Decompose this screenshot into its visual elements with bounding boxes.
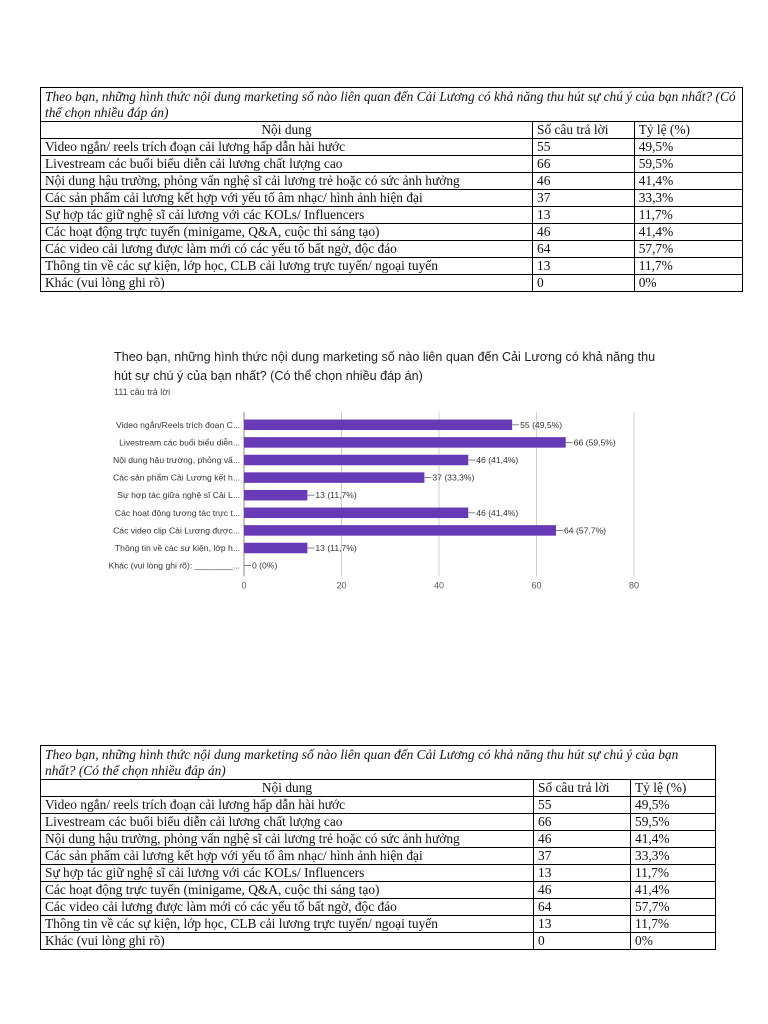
row-content-cell: Các sản phẩm cải lương kết hợp với yếu tố âm nhạc/ hình ảnh hiện đại — [41, 848, 534, 865]
data-label: 66 (59,5%) — [573, 437, 616, 448]
header-percent: Tỷ lệ (%) — [634, 122, 742, 139]
data-label: 0 (0%) — [252, 560, 278, 571]
table-row — [41, 865, 716, 882]
table-row — [41, 224, 743, 241]
row-count-cell: 37 — [533, 190, 635, 207]
row-count-cell: 55 — [534, 797, 631, 814]
row-content-cell: Livestream các buổi biểu diễn cải lương chất lượng cao — [41, 814, 534, 831]
row-percent-cell: 59,5% — [631, 814, 716, 831]
header-count: Số câu trả lời — [534, 780, 631, 797]
data-label: 13 (11,7%) — [315, 490, 357, 501]
row-count-cell: 46 — [534, 882, 631, 899]
row-content-cell: Các hoạt động trực tuyến (minigame, Q&A, cuộc thi sáng tạo) — [41, 882, 534, 899]
bar — [244, 543, 307, 554]
row-percent-cell: 11,7% — [634, 207, 742, 224]
header-content: Nội dung — [41, 122, 533, 139]
x-tick-label: 80 — [628, 580, 640, 591]
data-label: 37 (33,3%) — [432, 472, 475, 483]
header-row — [41, 780, 716, 797]
category-label: Sự hợp tác giữa nghệ sĩ Cải L... — [117, 490, 240, 501]
row-count-cell: 13 — [533, 207, 635, 224]
data-label: 46 (41,4%) — [476, 455, 519, 465]
row-count-cell: 46 — [533, 173, 635, 190]
table-row — [41, 275, 743, 292]
category-label: Thông tin về các sự kiện, lớp h... — [114, 543, 240, 553]
table-row — [41, 173, 743, 190]
row-count-cell: 37 — [534, 848, 631, 865]
bar-chart — [92, 336, 690, 614]
row-content-cell: Nội dung hậu trường, phỏng vấn nghệ sĩ cải lương trẻ hoặc có sức ảnh hưởng — [41, 831, 534, 848]
category-label: Khác (vui lòng ghi rõ): ________... — [108, 560, 240, 571]
header-content: Nội dung — [41, 780, 534, 797]
header-count: Số câu trả lời — [533, 122, 635, 139]
row-count-cell: 66 — [533, 156, 635, 173]
row-count-cell: 46 — [533, 224, 635, 241]
row-content-cell: Livestream các buổi biểu diễn cải lương chất lượng cao — [41, 156, 533, 173]
question-text: Theo bạn, những hình thức nội dung marketing số nào liên quan đến Cải Lương có khả năng thu hút sự chú ý của bạn nhất? (Có thể chọn nhiều đáp án) — [41, 88, 743, 122]
row-percent-cell: 11,7% — [631, 916, 716, 933]
bar — [244, 420, 512, 431]
x-tick-label: 20 — [336, 580, 347, 591]
row-content-cell: Thông tin về các sự kiện, lớp học, CLB cải lương trực tuyến/ ngoại tuyến — [41, 916, 534, 933]
bar — [244, 490, 307, 501]
row-percent-cell: 41,4% — [634, 173, 742, 190]
bar — [244, 508, 468, 519]
table-row — [41, 797, 716, 814]
survey-table-bottom — [40, 745, 716, 950]
table-row — [41, 831, 716, 848]
table-row — [41, 139, 743, 156]
survey-table-bottom-body — [41, 746, 716, 950]
row-percent-cell: 0% — [631, 933, 716, 950]
row-count-cell: 64 — [533, 241, 635, 258]
table-row — [41, 882, 716, 899]
row-percent-cell: 33,3% — [634, 190, 742, 207]
category-label: Livestream các buổi biểu diễn... — [119, 437, 240, 448]
row-percent-cell: 33,3% — [631, 848, 716, 865]
table-row — [41, 848, 716, 865]
row-percent-cell: 41,4% — [631, 882, 716, 899]
x-tick-label: 0 — [241, 580, 247, 591]
row-percent-cell: 59,5% — [634, 156, 742, 173]
bar — [244, 472, 424, 483]
row-count-cell: 66 — [534, 814, 631, 831]
chart-title: Theo bạn, những hình thức nội dung marketing số nào liên quan đến Cải Lương có khả năng thu hút sự chú ý của bạn nhất? (Có thể chọn nhiều đáp án) — [114, 350, 656, 383]
data-label: 55 (49,5%) — [520, 419, 563, 430]
table-row — [41, 156, 743, 173]
row-count-cell: 0 — [534, 933, 631, 950]
row-content-cell: Các video cải lương được làm mới có các yếu tố bất ngờ, độc đáo — [41, 899, 534, 916]
row-count-cell: 46 — [534, 831, 631, 848]
category-label: Các hoạt động tương tác trực t... — [114, 507, 240, 518]
row-percent-cell: 41,4% — [631, 831, 716, 848]
row-percent-cell: 0% — [634, 275, 742, 292]
row-count-cell: 55 — [533, 139, 635, 156]
row-content-cell: Sự hợp tác giữ nghệ sĩ cải lương với các KOLs/ Influencers — [41, 865, 534, 882]
row-content-cell: Khác (vui lòng ghi rõ) — [41, 275, 533, 292]
survey-table-top — [40, 87, 743, 292]
header-percent: Tỷ lệ (%) — [631, 780, 716, 797]
table-row — [41, 241, 743, 258]
x-tick-label: 60 — [531, 580, 542, 591]
question-row — [41, 88, 743, 122]
row-percent-cell: 41,4% — [634, 224, 742, 241]
table-row — [41, 933, 716, 950]
category-label: Nội dung hậu trường, phỏng vấ... — [112, 455, 240, 465]
x-tick-label: 40 — [433, 580, 445, 591]
row-content-cell: Thông tin về các sự kiện, lớp học, CLB cải lương trực tuyến/ ngoại tuyến — [41, 258, 533, 275]
row-count-cell: 13 — [533, 258, 635, 275]
table-row — [41, 258, 743, 275]
row-content-cell: Các hoạt động trực tuyến (minigame, Q&A, cuộc thi sáng tạo) — [41, 224, 533, 241]
data-label: 64 (57,7%) — [564, 525, 607, 536]
table-row — [41, 207, 743, 224]
survey-table-top-body — [41, 88, 743, 292]
row-content-cell: Các sản phẩm cải lương kết hợp với yếu tố âm nhạc/ hình ảnh hiện đại — [41, 190, 533, 207]
row-count-cell: 0 — [533, 275, 635, 292]
header-row — [41, 122, 743, 139]
row-percent-cell: 57,7% — [634, 241, 742, 258]
row-count-cell: 13 — [534, 916, 631, 933]
chart-canvas — [92, 336, 690, 614]
row-count-cell: 13 — [534, 865, 631, 882]
table-row — [41, 899, 716, 916]
data-label: 46 (41,4%) — [476, 507, 519, 518]
bar — [244, 437, 566, 448]
row-content-cell: Nội dung hậu trường, phỏng vấn nghệ sĩ cải lương trẻ hoặc có sức ảnh hưởng — [41, 173, 533, 190]
row-percent-cell: 57,7% — [631, 899, 716, 916]
data-label: 13 (11,7%) — [315, 543, 357, 553]
row-percent-cell: 49,5% — [631, 797, 716, 814]
table-row — [41, 916, 716, 933]
chart-subtitle: 111 câu trả lời — [114, 387, 171, 397]
bar — [244, 455, 468, 466]
category-label: Các sản phẩm Cải Lương kết h... — [113, 472, 240, 483]
question-text: Theo bạn, những hình thức nội dung marketing số nào liên quan đến Cải Lương có khả năng thu hút sự chú ý của bạn nhất? (Có thể chọn nhiều đáp án) — [41, 746, 716, 780]
row-count-cell: 64 — [534, 899, 631, 916]
row-content-cell: Các video cải lương được làm mới có các yếu tố bất ngờ, độc đáo — [41, 241, 533, 258]
table-row — [41, 814, 716, 831]
row-content-cell: Khác (vui lòng ghi rõ) — [41, 933, 534, 950]
row-percent-cell: 49,5% — [634, 139, 742, 156]
row-percent-cell: 11,7% — [634, 258, 742, 275]
row-percent-cell: 11,7% — [631, 865, 716, 882]
row-content-cell: Video ngắn/ reels trích đoạn cải lương hấp dẫn hài hước — [41, 797, 534, 814]
category-label: Các video clip Cải Lương được... — [113, 525, 240, 536]
bar — [244, 525, 556, 536]
table-row — [41, 190, 743, 207]
row-content-cell: Video ngắn/ reels trích đoạn cải lương hấp dẫn hài hước — [41, 139, 533, 156]
question-row — [41, 746, 716, 780]
category-label: Video ngắn/Reels trích đoạn C... — [115, 419, 240, 430]
row-content-cell: Sự hợp tác giữ nghệ sĩ cải lương với các KOLs/ Influencers — [41, 207, 533, 224]
